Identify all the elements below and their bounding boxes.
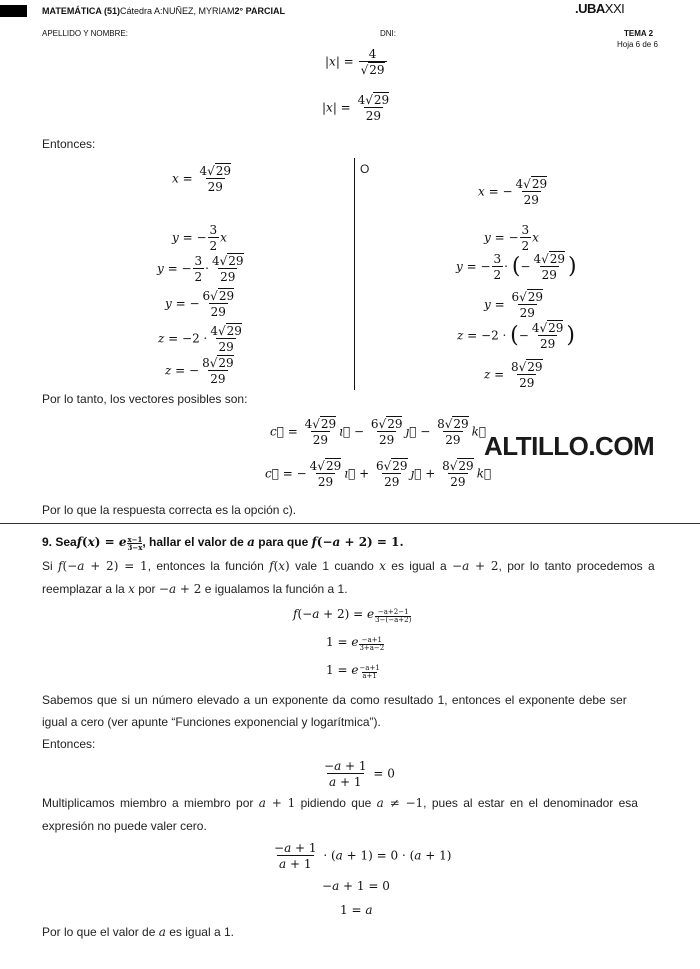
- multiplicamos-line: Multiplicamos miembro a miembro por a + 1 pidiendo que a ≠ −1, pues al estar en el denominador esa: [42, 796, 638, 810]
- eq-z-left-2: z = − $\frac{8√29}{29}$: [165, 356, 234, 386]
- eq-f-substituted: f(−a + 2) = e $\frac{-a+2-1}{3-(-a+2)}$: [293, 607, 412, 624]
- q9-statement: 9. Seaf(x) = e $\frac{x-1}{3-x}$ , hallar el valor de a para que f(−a + 2) = 1.: [42, 535, 404, 552]
- eq-y-right-2: y = − $\frac{3}{2}$ · (− $\frac{4√29}{29}$ ): [456, 252, 577, 282]
- multiplicamos-2: pidiendo que: [300, 796, 372, 810]
- column-divider: [354, 158, 355, 390]
- reemplazar-3: e igualamos la función a 1.: [204, 582, 348, 596]
- eq-exponent-zero: $\frac{-a + 1}{a + 1}$ = 0: [324, 759, 395, 789]
- or-label: O: [360, 162, 370, 176]
- multiplicamos-1: Multiplicamos miembro a miembro por: [42, 796, 254, 810]
- reemplazar-2: por: [138, 582, 156, 596]
- exam-name: 2° PARCIAL: [234, 6, 285, 16]
- header-black-bar: [0, 5, 27, 17]
- si-line: Si f(−a + 2) = 1, entonces la función f(x) vale 1 cuando x es igual a −a + 2, por lo tanto procedemos a: [42, 559, 655, 573]
- uba-xxi-logo: [575, 1, 624, 16]
- eq-vector-c-2: c⃗ = − $\frac{4√29}{29}$ ı⃗ + $\frac{6√29}{29}$ ȷ⃗ + $\frac{8√29}{29}$ k⃗: [265, 459, 492, 489]
- course-name: MATEMÁTICA (51): [42, 6, 120, 16]
- si-5: , por lo tanto procedemos a: [498, 559, 655, 573]
- final-1: Por lo que el valor de: [42, 925, 156, 939]
- q9-tail: para que: [258, 535, 309, 549]
- eq-z-left-1: z = −2 · $\frac{4√29}{29}$: [158, 324, 242, 354]
- eq-x-neg: x = − $\frac{4√29}{29}$: [478, 177, 548, 207]
- logo-suffix: XXI: [604, 1, 625, 16]
- eq-one-1: 1 = e $\frac{-a+1}{3+a-2}$: [326, 635, 385, 652]
- section-divider: [0, 523, 700, 524]
- final-2: es igual a 1.: [169, 925, 234, 939]
- name-label: APELLIDO Y NOMBRE:: [42, 29, 128, 38]
- eq-y-left-3: y = − $\frac{6√29}{29}$: [165, 289, 235, 319]
- eq-simplify: −a + 1 = 0: [322, 879, 390, 893]
- eq-y-left-1: y = − $\frac{3}{2}$ x: [172, 223, 227, 253]
- vectores-text: Por lo tanto, los vectores posibles son:: [42, 392, 248, 406]
- logo-prefix: .UBA: [575, 1, 605, 16]
- eq-y-left-2: y = − $\frac{3}{2}$ · $\frac{4√29}{29}$: [157, 254, 244, 284]
- si-1: Si: [42, 559, 53, 573]
- respuesta-c-text: Por lo que la respuesta correcta es la opción c).: [42, 503, 297, 517]
- reemplazar-1: reemplazar a la: [42, 582, 125, 596]
- si-4: es igual a: [391, 559, 447, 573]
- eq-one-2: 1 = e $\frac{-a+1}{a+1}$: [326, 663, 380, 680]
- header-course: [42, 6, 285, 16]
- eq-vector-c-1: c⃗ = $\frac{4√29}{29}$ ı⃗ − $\frac{6√29}{29}$ ȷ⃗ − $\frac{8√29}{29}$ k⃗: [270, 417, 487, 447]
- entonces-1: Entonces:: [42, 137, 96, 151]
- expresion-line: expresión no puede valer cero.: [42, 819, 207, 833]
- chair-name: Cátedra A:NUÑEZ, MYRIAM: [120, 6, 235, 16]
- q9-number: 9. Sea: [42, 535, 77, 549]
- sabemos-line-1: Sabemos que si un número elevado a un exponente da como resultado 1, entonces el exponente debe ser: [42, 693, 627, 707]
- eq-z-right-2: z = $\frac{8√29}{29}$: [484, 360, 543, 390]
- sabemos-line-2: igual a cero (ver apunte “Funciones exponencial y logarítmica”).: [42, 715, 381, 729]
- eq-absx-1: |x| = $\frac{4}{√29}$: [325, 47, 385, 77]
- eq-y-right-1: y = − $\frac{3}{2}$ x: [484, 223, 539, 253]
- sheet-label: Hoja 6 de 6: [617, 40, 658, 49]
- eq-y-right-3: y = $\frac{6√29}{29}$: [484, 290, 544, 320]
- multiplicamos-3: , pues al estar en el denominador esa: [423, 796, 638, 810]
- si-2: , entonces la función: [147, 559, 264, 573]
- final-line: Por lo que el valor de a es igual a 1.: [42, 925, 234, 939]
- reemplazar-line: reemplazar a la x por −a + 2 e igualamos la función a 1.: [42, 582, 348, 596]
- altillo-watermark: ALTILLO.COM: [484, 431, 655, 461]
- si-3: vale 1 cuando: [295, 559, 374, 573]
- entonces-2: Entonces:: [42, 737, 96, 751]
- eq-z-right-1: z = −2 · (− $\frac{4√29}{29}$ ): [457, 321, 575, 351]
- q9-mid: , hallar el valor de: [142, 535, 244, 549]
- eq-absx-2: |x| = $\frac{4√29}{29}$: [322, 93, 390, 123]
- dni-label: DNI:: [380, 29, 396, 38]
- eq-multiply: $\frac{-a + 1}{a + 1}$ · (a + 1) = 0 · (a + 1): [274, 841, 452, 871]
- tema-label: TEMA 2: [624, 29, 654, 38]
- eq-x-pos: x = $\frac{4√29}{29}$: [172, 164, 232, 194]
- eq-solution: 1 = a: [340, 903, 373, 917]
